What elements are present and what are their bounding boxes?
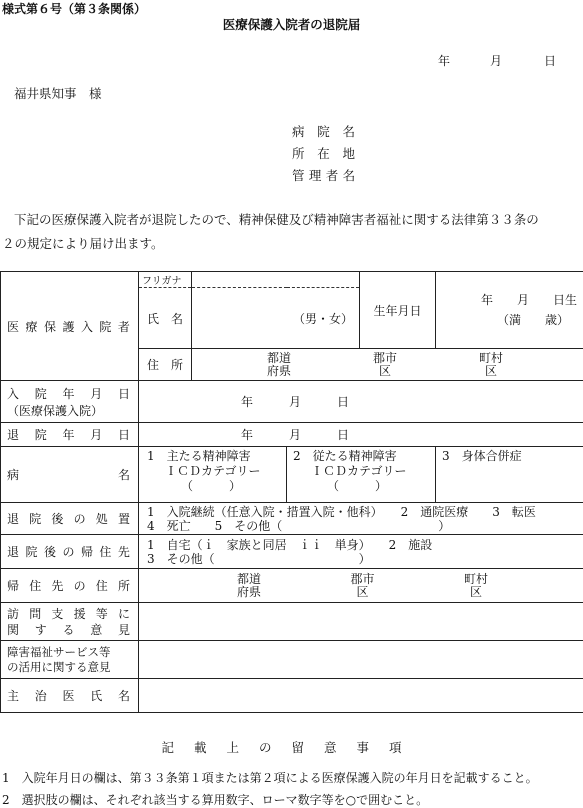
admission-date-field[interactable] [139,381,583,423]
disposition-label-cell [1,503,139,535]
return-address-field[interactable] [139,569,583,603]
disposition-field[interactable] [139,503,583,535]
discharge-form-table [0,271,583,713]
notes-title: 記載上の留意事項 [0,738,583,756]
return-label-cell [1,535,139,569]
visit-label: 訪 問 支 援 等 に [7,606,138,622]
return-address-label: 帰 住 先 の 住 所 [7,577,138,594]
date-year: 年 [438,52,450,69]
hospital-manager-label: 管理者名 [292,166,360,184]
address-city: 郡市 区 [373,352,397,378]
return-options-1: 1 自宅（ｉ 家族と同居 ｉｉ 単身） 2 施設 [147,538,583,552]
icd-primary-blank: （ ） [147,479,286,494]
disposition-options-1: 1 入院継続（任意入院・措置入院・他科） 2 通院医療 3 転医 [147,505,583,519]
disease-primary-field[interactable] [139,447,287,503]
addressee: 福井県知事 様 [14,84,102,102]
return-options-2: 3 その他（ ） [147,552,583,566]
admission-sublabel: （医療保護入院） [7,402,138,419]
hospital-name-label: 病 院 名 [292,122,359,140]
form-code: 様式第６号（第３条関係） [2,0,146,17]
note-2: 2 選択肢の欄は、それぞれ該当する算用数字、ローマ数字等を○で囲むこと。 [2,791,428,808]
furigana-label: フリガナ [139,272,192,288]
body-text [0,208,583,256]
visit-opinion-field[interactable] [139,603,583,641]
doctor-label: 主 治 医 氏 名 [7,687,138,704]
birth-label: 生年月日 [360,272,436,349]
return-label: 退 院 後 の 帰 住 先 [7,543,138,560]
disease-label-cell [1,447,139,503]
visit-label-cell [1,603,139,641]
birth-field[interactable] [436,272,583,349]
doctor-label-cell [1,679,139,713]
disease-secondary-label: 2 従たる精神障害 [293,449,435,464]
address-field[interactable] [192,349,583,381]
address-pref: 都道 府県 [267,352,291,378]
doctor-name-field[interactable] [139,679,583,713]
disposition-options-2: 4 死亡 5 その他（ ） [147,519,583,533]
disposition-label: 退 院 後 の 処 置 [7,510,138,527]
admission-date-value: 年 月 日 [139,393,583,410]
welfare-label: 障害福祉サービス等 [7,645,138,660]
discharge-date-field[interactable] [139,423,583,447]
submission-date [438,52,556,69]
return-address-pref: 都道 府県 [237,573,261,599]
patient-label-cell [1,272,139,381]
gender-choice: （男・女） [293,312,353,326]
icd-secondary-blank: （ ） [293,479,435,494]
return-address-town: 町村 区 [464,573,488,599]
comorbidity-label: 3 身体合併症 [442,449,583,464]
welfare-label-cell [1,641,139,679]
comorbidity-field[interactable] [436,447,583,503]
name-field[interactable] [192,288,360,349]
document-title: 医療保護入院者の退院届 [0,15,583,33]
return-address-label-cell [1,569,139,603]
disease-secondary-field[interactable] [287,447,436,503]
patient-label: 医 療 保 護 入 院 者 [7,318,138,335]
date-day: 日 [544,52,556,69]
icd-category-primary: ＩＣＤカテゴリー [147,464,286,479]
name-label: 氏 名 [139,288,192,349]
hospital-location-label: 所 在 地 [292,144,359,162]
welfare-opinion-field[interactable] [139,641,583,679]
visit-sublabel: 関 す る 意 見 [7,622,138,638]
date-month: 月 [490,52,502,69]
body-line-1: 下記の医療保護入院者が退院したので、精神保健及び精神障害者福祉に関する法律第３３条の [0,208,583,232]
address-label: 住 所 [139,349,192,381]
discharge-label: 退 院 年 月 日 [7,426,138,443]
admission-label: 入 院 年 月 日 [7,385,138,402]
icd-category-secondary: ＩＣＤカテゴリー [293,464,435,479]
admission-label-cell [1,381,139,423]
return-address-city: 郡市 区 [350,573,374,599]
return-field[interactable] [139,535,583,569]
birth-value: 年 月 日生 [436,290,583,310]
age-value: （満 歳） [436,310,583,330]
address-town: 町村 区 [479,352,503,378]
disease-primary-label: 1 主たる精神障害 [147,449,286,464]
welfare-sublabel: の活用に関する意見 [7,660,138,675]
disease-label: 病 名 [7,466,138,483]
note-1: 1 入院年月日の欄は、第３３条第１項または第２項による医療保護入院の年月日を記載すること。 [2,769,538,786]
discharge-label-cell [1,423,139,447]
body-line-2: ２の規定により届け出ます。 [0,232,583,256]
discharge-date-value: 年 月 日 [139,426,583,443]
furigana-field[interactable] [192,272,360,288]
